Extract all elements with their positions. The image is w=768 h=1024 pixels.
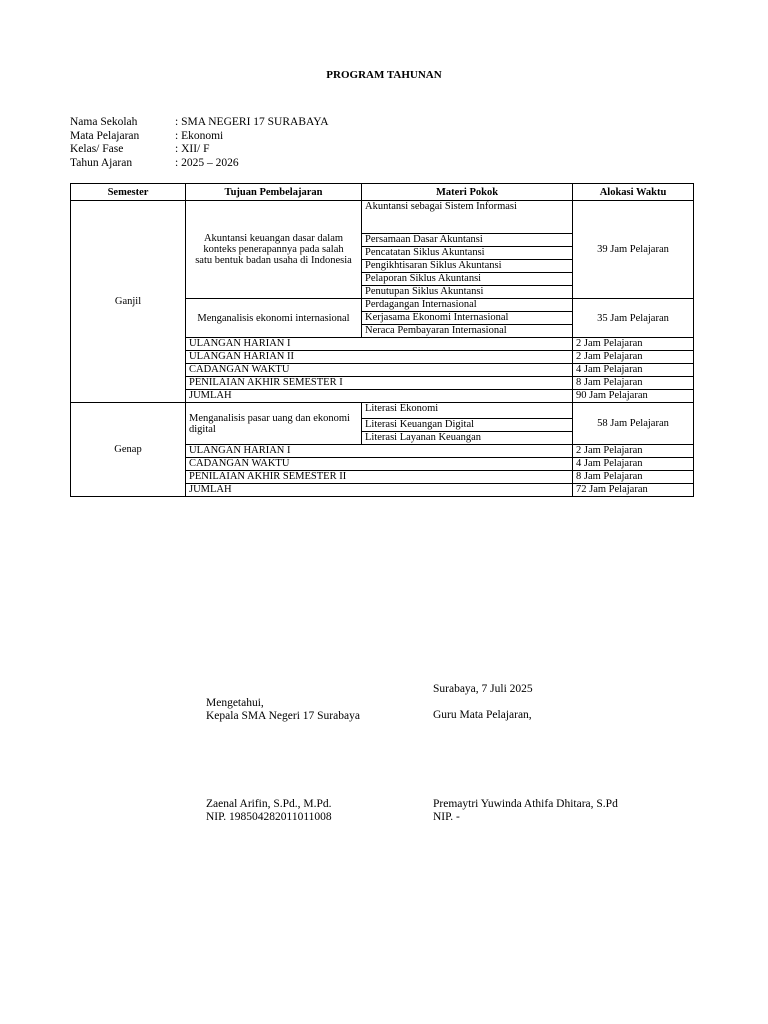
extra-label: PENILAIAN AKHIR SEMESTER I	[186, 377, 573, 390]
materi-cell: Kerjasama Ekonomi Internasional	[362, 312, 573, 325]
materi-cell: Pengikhtisaran Siklus Akuntansi	[362, 260, 573, 273]
materi-cell: Pencatatan Siklus Akuntansi	[362, 247, 573, 260]
extra-alokasi: 4 Jam Pelajaran	[573, 458, 694, 471]
info-row	[70, 116, 329, 130]
alokasi-genap-1: 58 Jam Pelajaran	[573, 403, 694, 445]
info-label: Mata Pelajaran	[70, 129, 140, 142]
total-alokasi: 90 Jam Pelajaran	[573, 390, 694, 403]
extra-label: CADANGAN WAKTU	[186, 364, 573, 377]
signature-left-name: Zaenal Arifin, S.Pd., M.Pd.	[206, 798, 332, 810]
info-value: : Ekonomi	[175, 129, 224, 142]
tujuan-genap-1: Menganalisis pasar uang dan ekonomi digital	[186, 403, 362, 445]
signature-right-role: Guru Mata Pelajaran,	[433, 709, 532, 721]
school-info	[70, 116, 329, 171]
info-value: : 2025 – 2026	[175, 157, 239, 170]
table-row	[71, 403, 694, 419]
extra-alokasi: 8 Jam Pelajaran	[573, 471, 694, 484]
info-row	[70, 143, 329, 157]
signature-right-name: Premaytri Yuwinda Athifa Dhitara, S.Pd	[433, 798, 618, 810]
extra-label: PENILAIAN AKHIR SEMESTER II	[186, 471, 573, 484]
info-row	[70, 130, 329, 144]
semester-ganjil: Ganjil	[71, 201, 186, 403]
table-row	[71, 201, 694, 234]
total-label: JUMLAH	[186, 484, 573, 497]
materi-cell: Penutupan Siklus Akuntansi	[362, 286, 573, 299]
semester-genap: Genap	[71, 403, 186, 497]
extra-alokasi: 2 Jam Pelajaran	[573, 338, 694, 351]
program-table	[70, 183, 694, 497]
materi-cell: Perdagangan Internasional	[362, 299, 573, 312]
document-title: PROGRAM TAHUNAN	[326, 69, 442, 81]
extra-label: ULANGAN HARIAN I	[186, 445, 573, 458]
signature-left-intro: Mengetahui,	[206, 697, 264, 709]
total-alokasi: 72 Jam Pelajaran	[573, 484, 694, 497]
extra-label: ULANGAN HARIAN I	[186, 338, 573, 351]
tujuan-ganjil-1: Akuntansi keuangan dasar dalam konteks penerapannya pada salah satu bentuk badan usaha di Indonesia	[186, 201, 362, 299]
alokasi-ganjil-2: 35 Jam Pelajaran	[573, 299, 694, 338]
info-value: : SMA NEGERI 17 SURABAYA	[175, 116, 329, 128]
materi-cell: Pelaporan Siklus Akuntansi	[362, 273, 573, 286]
info-row	[70, 157, 329, 171]
extra-alokasi: 2 Jam Pelajaran	[573, 445, 694, 458]
materi-cell: Literasi Ekonomi	[362, 403, 573, 419]
signature-right-nip: NIP. -	[433, 811, 460, 823]
signature-date: Surabaya, 7 Juli 2025	[433, 683, 533, 695]
header-tujuan: Tujuan Pembelajaran	[186, 184, 362, 201]
materi-cell: Persamaan Dasar Akuntansi	[362, 234, 573, 247]
extra-alokasi: 8 Jam Pelajaran	[573, 377, 694, 390]
alokasi-ganjil-1: 39 Jam Pelajaran	[573, 201, 694, 299]
materi-cell: Neraca Pembayaran Internasional	[362, 325, 573, 338]
extra-alokasi: 2 Jam Pelajaran	[573, 351, 694, 364]
info-label: Kelas/ Fase	[70, 143, 124, 156]
materi-cell: Akuntansi sebagai Sistem Informasi	[362, 201, 573, 234]
header-semester: Semester	[71, 184, 186, 201]
info-label: Tahun Ajaran	[70, 157, 133, 170]
info-label: Nama Sekolah	[70, 116, 138, 128]
materi-cell: Literasi Keuangan Digital	[362, 419, 573, 432]
materi-cell: Literasi Layanan Keuangan	[362, 432, 573, 445]
extra-label: CADANGAN WAKTU	[186, 458, 573, 471]
total-label: JUMLAH	[186, 390, 573, 403]
extra-alokasi: 4 Jam Pelajaran	[573, 364, 694, 377]
header-alokasi: Alokasi Waktu	[573, 184, 694, 201]
signature-left-role: Kepala SMA Negeri 17 Surabaya	[206, 710, 360, 722]
tujuan-ganjil-2: Menganalisis ekonomi internasional	[186, 299, 362, 338]
signature-left-nip: NIP. 198504282011011008	[206, 811, 332, 823]
table-header-row	[71, 184, 694, 201]
info-value: : XII/ F	[175, 143, 210, 156]
extra-label: ULANGAN HARIAN II	[186, 351, 573, 364]
header-materi: Materi Pokok	[362, 184, 573, 201]
